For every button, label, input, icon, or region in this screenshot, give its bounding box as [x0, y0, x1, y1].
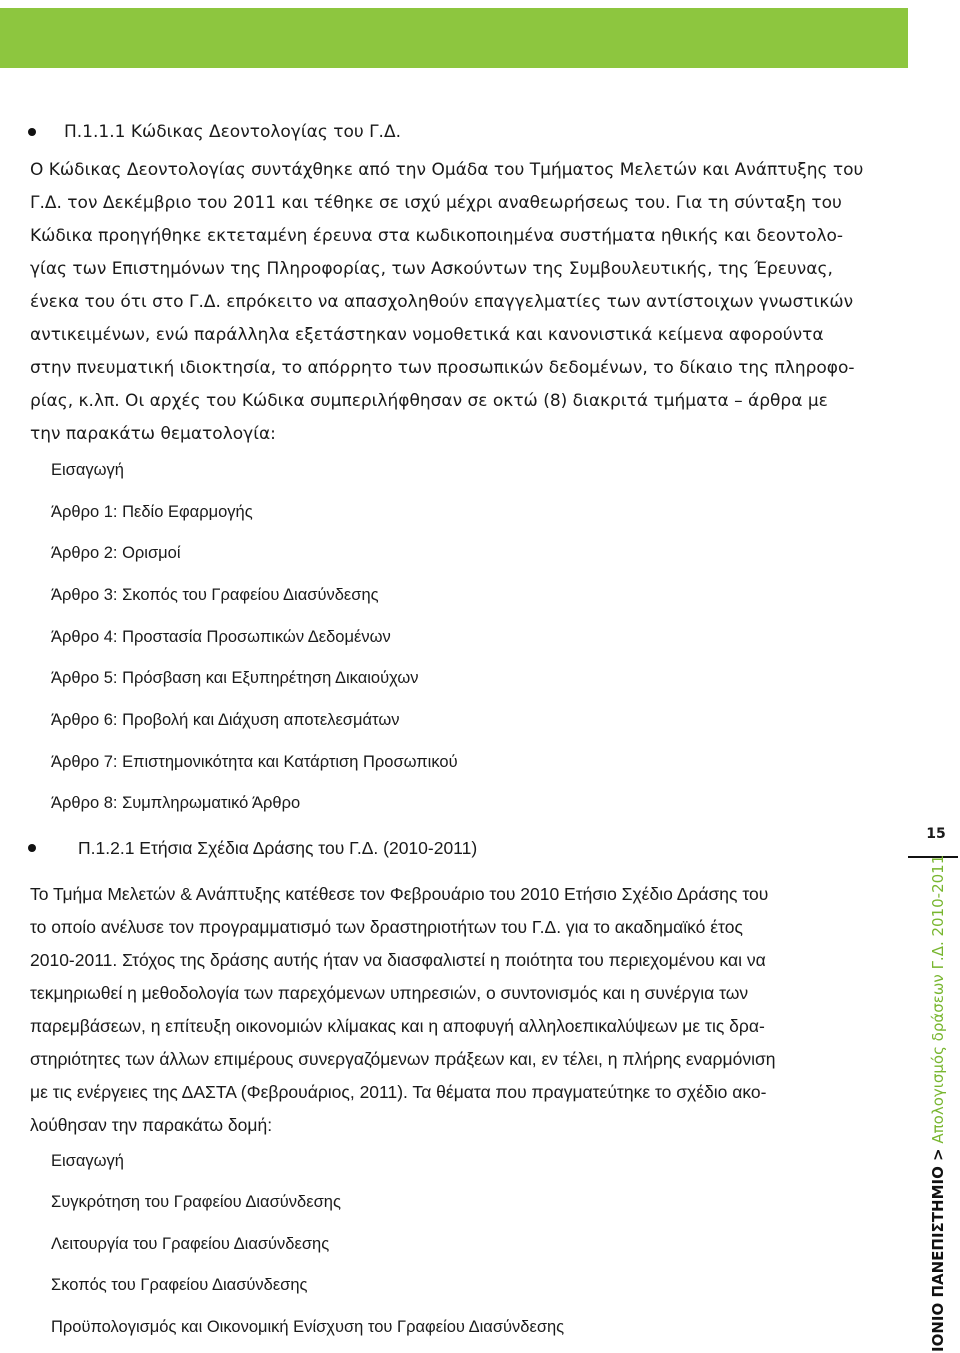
footer-title: Απολογισμός δράσεων Γ.Δ. 2010-2011 [929, 854, 947, 1149]
paragraph-line: Το Τμήμα Μελετών & Ανάπτυξης κατέθεσε τον Φεβρουάριο του 2010 Ετήσιο Σχέδιο Δράσης του [30, 884, 769, 904]
list-item: Εισαγωγή [51, 1152, 124, 1170]
bullet-icon [28, 844, 36, 852]
footer-university: ΙΟΝΙΟ ΠΑΝΕΠΙΣΤΗΜΙΟ > [929, 1148, 947, 1352]
section2-heading-text: Π.1.2.1 Ετήσια Σχέδια Δράσης του Γ.Δ. (2010-2011) [78, 838, 478, 858]
list-item: Λειτουργία του Γραφείου Διασύνδεσης [51, 1235, 330, 1253]
paragraph-line: τεκμηριωθεί η μεθοδολογία των παρεχόμενων υπηρεσιών, ο συντονισμός και η συνέργια των [30, 983, 749, 1003]
paragraph-line: 2010-2011. Στόχος της δράσης αυτής ήταν να διασφαλιστεί η ποιότητα του περιεχομένου και να [30, 950, 766, 970]
list-item: Άρθρο 5: Πρόσβαση και Εξυπηρέτηση Δικαιούχων [51, 669, 419, 687]
header-band [0, 8, 908, 68]
paragraph-line: γίας των Επιστημόνων της Πληροφορίας, των Ασκούντων της Συμβουλευτικής, της Έρευνας, [30, 259, 833, 279]
list-item: Άρθρο 8: Συμπληρωματικό Άρθρο [51, 794, 301, 812]
list-item: Άρθρο 6: Προβολή και Διάχυση αποτελεσμάτων [51, 711, 400, 729]
paragraph-line: λούθησαν την παρακάτω δομή: [30, 1115, 273, 1135]
paragraph-line: στηριότητες των άλλων επιμέρους συνεργαζόμενων πράξεων και, εν τέλει, η πλήρης εναρμόνιση [30, 1049, 776, 1069]
section2-heading [28, 838, 477, 858]
paragraph-line: αντικειμένων, ενώ παράλληλα εξετάστηκαν νομοθετικά και κανονιστικά κείμενα αφορούντα [30, 325, 824, 345]
list-item: Εισαγωγή [51, 461, 124, 479]
side-footer [927, 855, 949, 1352]
paragraph-line: ρίας, κ.λπ. Οι αρχές του Κώδικα συμπεριλήφθησαν σε οκτώ (8) διακριτά τμήματα – άρθρα με [30, 391, 828, 411]
list-item: Άρθρο 4: Προστασία Προσωπικών Δεδομένων [51, 628, 391, 646]
page-number: 15 [926, 826, 946, 842]
paragraph-line: Ο Κώδικας Δεοντολογίας συντάχθηκε από την Ομάδα του Τμήματος Μελετών και Ανάπτυξης του [30, 160, 864, 180]
list-item: Άρθρο 1: Πεδίο Εφαρμογής [51, 503, 253, 521]
paragraph-line: παρεμβάσεων, η επίτευξη οικονομιών κλίμακας και η αποφυγή αλληλοεπικαλύψεων με τις δρα- [30, 1016, 765, 1036]
paragraph-line: Κώδικα προηγήθηκε εκτεταμένη έρευνα στα κωδικοποιημένα συστήματα ηθικής και δεοντολο- [30, 226, 844, 246]
list-item: Σκοπός του Γραφείου Διασύνδεσης [51, 1276, 308, 1294]
section1-heading [28, 122, 401, 142]
bullet-icon [28, 128, 36, 136]
paragraph-line: ένεκα του ότι στο Γ.Δ. επρόκειτο να απασχοληθούν επαγγελματίες των αντίστοιχων γνωστικών [30, 292, 854, 312]
paragraph-line: στην πνευματική ιδιοκτησία, το απόρρητο των προσωπικών δεδομένων, το δίκαιο της πληροφο- [30, 358, 855, 378]
list-item: Άρθρο 3: Σκοπός του Γραφείου Διασύνδεσης [51, 586, 379, 604]
section1-heading-text: Π.1.1.1 Κώδικας Δεοντολογίας του Γ.Δ. [64, 122, 401, 142]
paragraph-line: το οποίο ανέλυσε τον προγραμματισμό των δραστηριοτήτων του Γ.Δ. για το ακαδημαϊκό έτος [30, 917, 743, 937]
list-item: Συγκρότηση του Γραφείου Διασύνδεσης [51, 1193, 341, 1211]
paragraph-line: την παρακάτω θεματολογία: [30, 424, 276, 444]
paragraph-line: Γ.Δ. τον Δεκέμβριο του 2011 και τέθηκε σε ισχύ μέχρι αναθεωρήσεως του. Για τη σύνταξη του [30, 193, 842, 213]
list-item: Προϋπολογισμός και Οικονομική Ενίσχυση του Γραφείου Διασύνδεσης [51, 1318, 565, 1336]
list-item: Άρθρο 7: Επιστημονικότητα και Κατάρτιση Προσωπικού [51, 753, 458, 771]
list-item: Άρθρο 2: Ορισμοί [51, 544, 181, 562]
paragraph-line: με τις ενέργειες της ΔΑΣΤΑ (Φεβρουάριος, 2011). Τα θέματα που πραγματεύτηκε το σχέδιο ακο- [30, 1082, 767, 1102]
